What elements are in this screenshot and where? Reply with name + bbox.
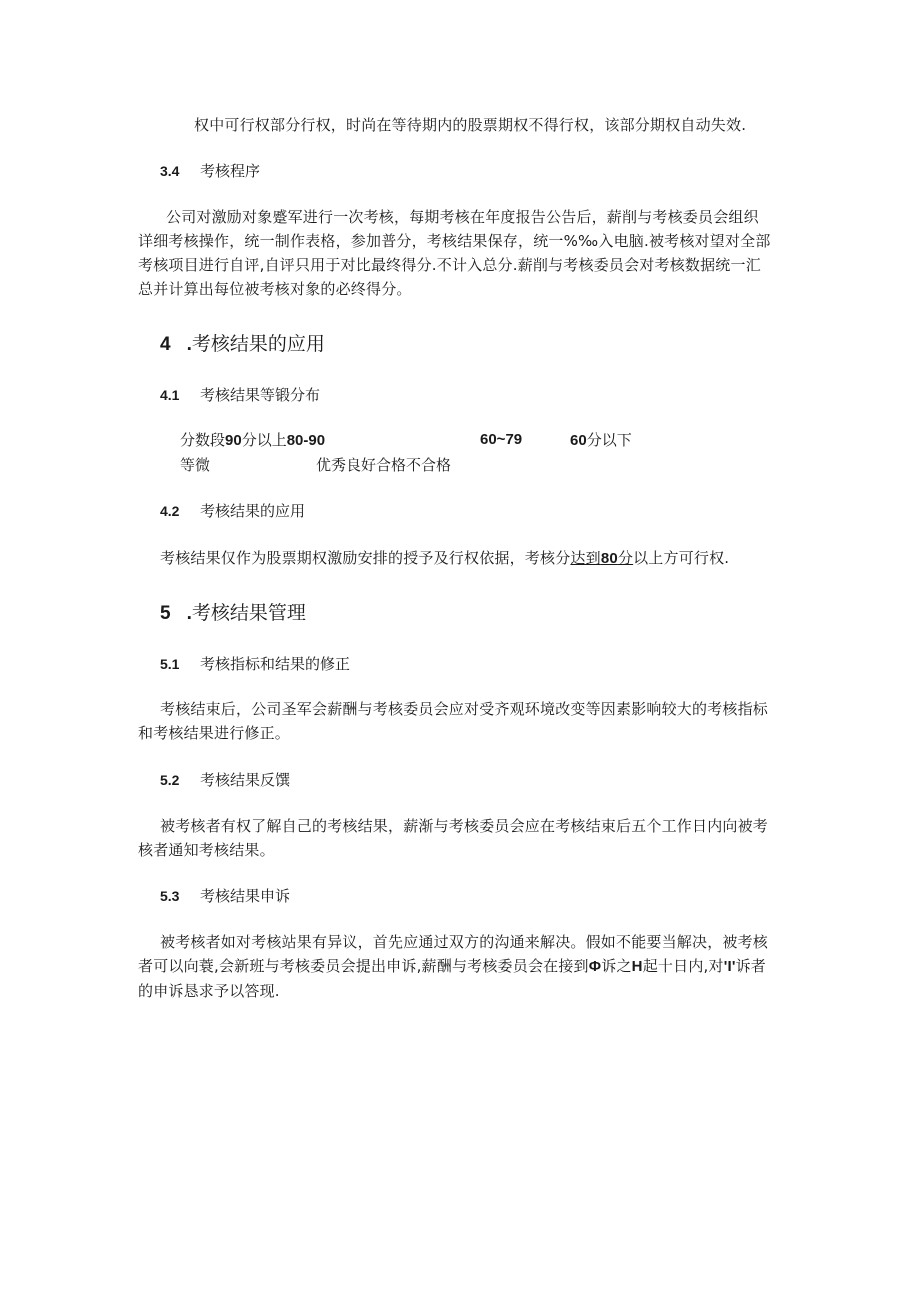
paragraph-line: 被考核者如对考核站果有异议，首先应通过双方的沟通来解决。假如不能要当解决，被考核 (160, 933, 769, 951)
score-above: 分以上 (241, 431, 287, 449)
section-4-2-heading (160, 501, 305, 521)
section-title: 考核结果反馔 (200, 771, 291, 789)
grade-values: 优秀良好合格不合格 (316, 456, 452, 474)
score-below-60 (570, 430, 632, 451)
section-3-4-paragraph (138, 205, 771, 301)
paragraph-line: 核者通知考核结果。 (138, 841, 275, 859)
section-title: 考核结果管理 (191, 602, 306, 624)
score-80-90: 80-90 (286, 432, 326, 449)
section-4-heading: 4 .考核结果的应用 (160, 333, 325, 355)
paragraph-line: 考核项目进行自评,自评只用于对比最终得分.不计入总分.薪削与考核委员会对考核数据统一汇 (138, 256, 761, 274)
score-60-79: 60~79 (480, 431, 523, 448)
score-label: 分数段 (180, 431, 226, 449)
section-3-4-heading (160, 161, 260, 181)
section-number: 5 (160, 603, 171, 624)
section-title: 考核程序 (200, 162, 261, 180)
section-number: 4.1 (160, 387, 180, 403)
section-4-1-heading (160, 385, 320, 405)
paragraph-line: 总并计算出每位被考核对象的必终得分。 (138, 280, 412, 298)
grade-table-row-score (180, 430, 325, 451)
paragraph-line: 考核结束后，公司圣军会薪酬与考核委员会应对受齐观环境改变等因素影响较大的考核指标 (160, 700, 769, 718)
section-5-heading: 5 .考核结果管理 (160, 602, 306, 624)
paragraph-line (138, 954, 768, 979)
text-run: 诉之 (601, 957, 632, 975)
underlined-threshold (570, 549, 633, 567)
text-run: 诉者 (735, 957, 766, 975)
score-90: 90 (225, 432, 242, 449)
section-5-3-heading (160, 886, 290, 906)
grade-label: 等微 (180, 456, 211, 474)
paragraph-line: 被考核者有权了解自己的考核结果，薪渐与考核委员会应在考核结束后五个工作日内向被考 (160, 817, 769, 835)
section-number: 3.4 (160, 163, 180, 179)
text-run: Φ (588, 958, 602, 975)
score-below: 分以下 (586, 431, 632, 449)
underlined-text: 达到 (570, 549, 601, 567)
paragraph-line: 公司对激励对象蹙军进行一次考核，每期考核在年度报告公告后，薪削与考核委员会组织 (166, 208, 759, 226)
section-number: 5.2 (160, 772, 180, 788)
section-5-1-paragraph (138, 697, 768, 745)
section-5-2-paragraph (138, 814, 768, 862)
section-title: 考核指标和结果的修正 (200, 655, 351, 673)
text-run: H (631, 958, 643, 975)
section-5-1-heading (160, 654, 350, 674)
text-after: 以上方可行权. (633, 549, 730, 567)
text-run: 者可以向蓑,会新班与考核委员会提出申诉,薪酬与考核委员会在接到 (138, 957, 589, 975)
section-title: 考核结果的应用 (191, 333, 325, 355)
section-5-2-heading (160, 770, 290, 790)
underlined-number: 80 (600, 550, 618, 567)
section-4-2-paragraph (160, 546, 729, 571)
text-before: 考核结果仅作为股票期权激励安排的授予及行权依据，考核分 (160, 549, 571, 567)
text-run: 起十日内,对 (642, 957, 724, 975)
underlined-text: 分 (617, 549, 634, 567)
score-60: 60 (570, 432, 587, 449)
section-title: 考核结果等锻分布 (200, 386, 321, 404)
section-5-3-paragraph (138, 930, 768, 1003)
section-title: 考核结果申诉 (200, 887, 291, 905)
section-number: 4 (160, 334, 171, 355)
paragraph-line: 和考核结果进行修正。 (138, 724, 291, 742)
section-title: 考核结果的应用 (200, 502, 306, 520)
section-number: 5.3 (160, 888, 180, 904)
section-number: 5.1 (160, 656, 180, 672)
intro-paragraph: 权中可行权部分行权，时尚在等待期内的股票期权不得行权，该部分期权自动失效. (194, 116, 747, 134)
section-number: 4.2 (160, 503, 180, 519)
text-run: 'I' (723, 958, 736, 975)
paragraph-line: 的申诉恳求予以答现. (138, 982, 280, 1000)
paragraph-line: 详细考核操作，统一制作表格，参加普分，考核结果保存，统一%‰入电脑.被考核对望对全部 (138, 232, 771, 250)
